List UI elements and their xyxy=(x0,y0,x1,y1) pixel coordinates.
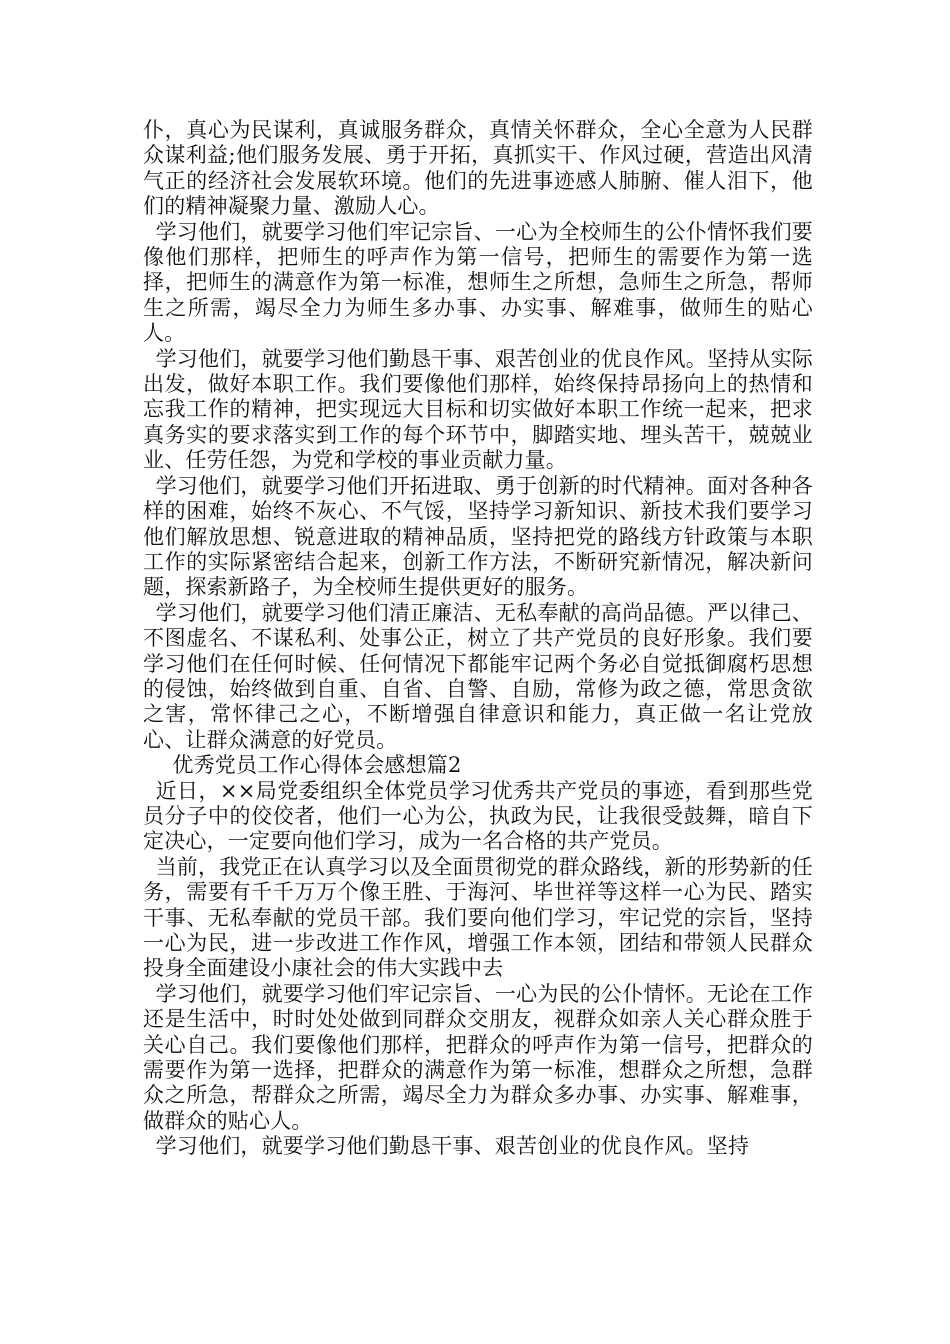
paragraph-4: 学习他们，就要学习他们开拓进取、勇于创新的时代精神。面对各种各样的困难，始终不灰心、不气馁，坚持学习新知识、新技术我们要学习他们解放思想、锐意进取的精神品质，坚持把党的路线方针政策与本职工作的实际紧密结合起来，创新工作方法，不断研究新情况，解决新问题，探索新路子，为全校师生提供更好的服务。 xyxy=(143,473,813,600)
paragraph-3: 学习他们，就要学习他们勤恳干事、艰苦创业的优良作风。坚持从实际出发，做好本职工作。我们要像他们那样，始终保持昂扬向上的热情和忘我工作的精神，把实现远大目标和切实做好本职工作统一起来，把求真务实的要求落实到工作的每个环节中，脚踏实地、埋头苦干，兢兢业业、任劳任怨，为党和学校的事业贡献力量。 xyxy=(143,346,813,473)
paragraph-5: 学习他们，就要学习他们清正廉洁、无私奉献的高尚品德。严以律己、不图虚名、不谋私利、处事公正，树立了共产党员的良好形象。我们要学习他们在任何时候、任何情况下都能牢记两个务必自觉抵御腐朽思想的侵蚀，始终做到自重、自省、自警、自励，常修为政之德，常思贪欲之害，常怀律己之心，不断增强自律意识和能力，真正做一名让党放心、让群众满意的好党员。 xyxy=(143,600,813,752)
paragraph-8: 学习他们，就要学习他们牢记宗旨、一心为民的公仆情怀。无论在工作还是生活中，时时处处做到同群众交朋友，视群众如亲人关心群众胜于关心自己。我们要像他们那样，把群众的呼声作为第一信号，把群众的需要作为第一选择，把群众的满意作为第一标准，想群众之所想，急群众之所急，帮群众之所需，竭尽全力为群众多办事、办实事、解难事，做群众的贴心人。 xyxy=(143,981,813,1133)
document-body xyxy=(143,118,813,1160)
paragraph-2: 学习他们，就要学习他们牢记宗旨、一心为全校师生的公仆情怀我们要像他们那样，把师生的呼声作为第一信号，把师生的需要作为第一选择，把师生的满意作为第一标准，想师生之所想，急师生之所急，帮师生之所需，竭尽全力为师生多办事、办实事、解难事，做师生的贴心人。 xyxy=(143,219,813,346)
section-heading: 优秀党员工作心得体会感想篇2 xyxy=(172,753,462,778)
paragraph-9: 学习他们，就要学习他们勤恳干事、艰苦创业的优良作风。坚持 xyxy=(155,1134,750,1159)
paragraph-6: 近日，××局党委组织全体党员学习优秀共产党员的事迹，看到那些党员分子中的佼佼者，他们一心为公，执政为民，让我很受鼓舞，暗自下定决心，一定要向他们学习，成为一名合格的共产党员。 xyxy=(143,778,813,854)
paragraph-7: 当前，我党正在认真学习以及全面贯彻党的群众路线，新的形势新的任务，需要有千千万万个像王胜、于海河、毕世祥等这样一心为民、踏实干事、无私奉献的党员干部。我们要向他们学习，牢记党的宗旨，坚持一心为民，进一步改进工作作风，增强工作本领，团结和带领人民群众投身全面建设小康社会的伟大实践中去 xyxy=(143,854,813,981)
paragraph-1: 仆，真心为民谋利，真诚服务群众，真情关怀群众，全心全意为人民群众谋利益;他们服务发展、勇于开拓，真抓实干、作风过硬，营造出风清气正的经济社会发展软环境。他们的先进事迹感人肺腑、催人泪下，他们的精神凝聚力量、激励人心。 xyxy=(143,118,813,219)
